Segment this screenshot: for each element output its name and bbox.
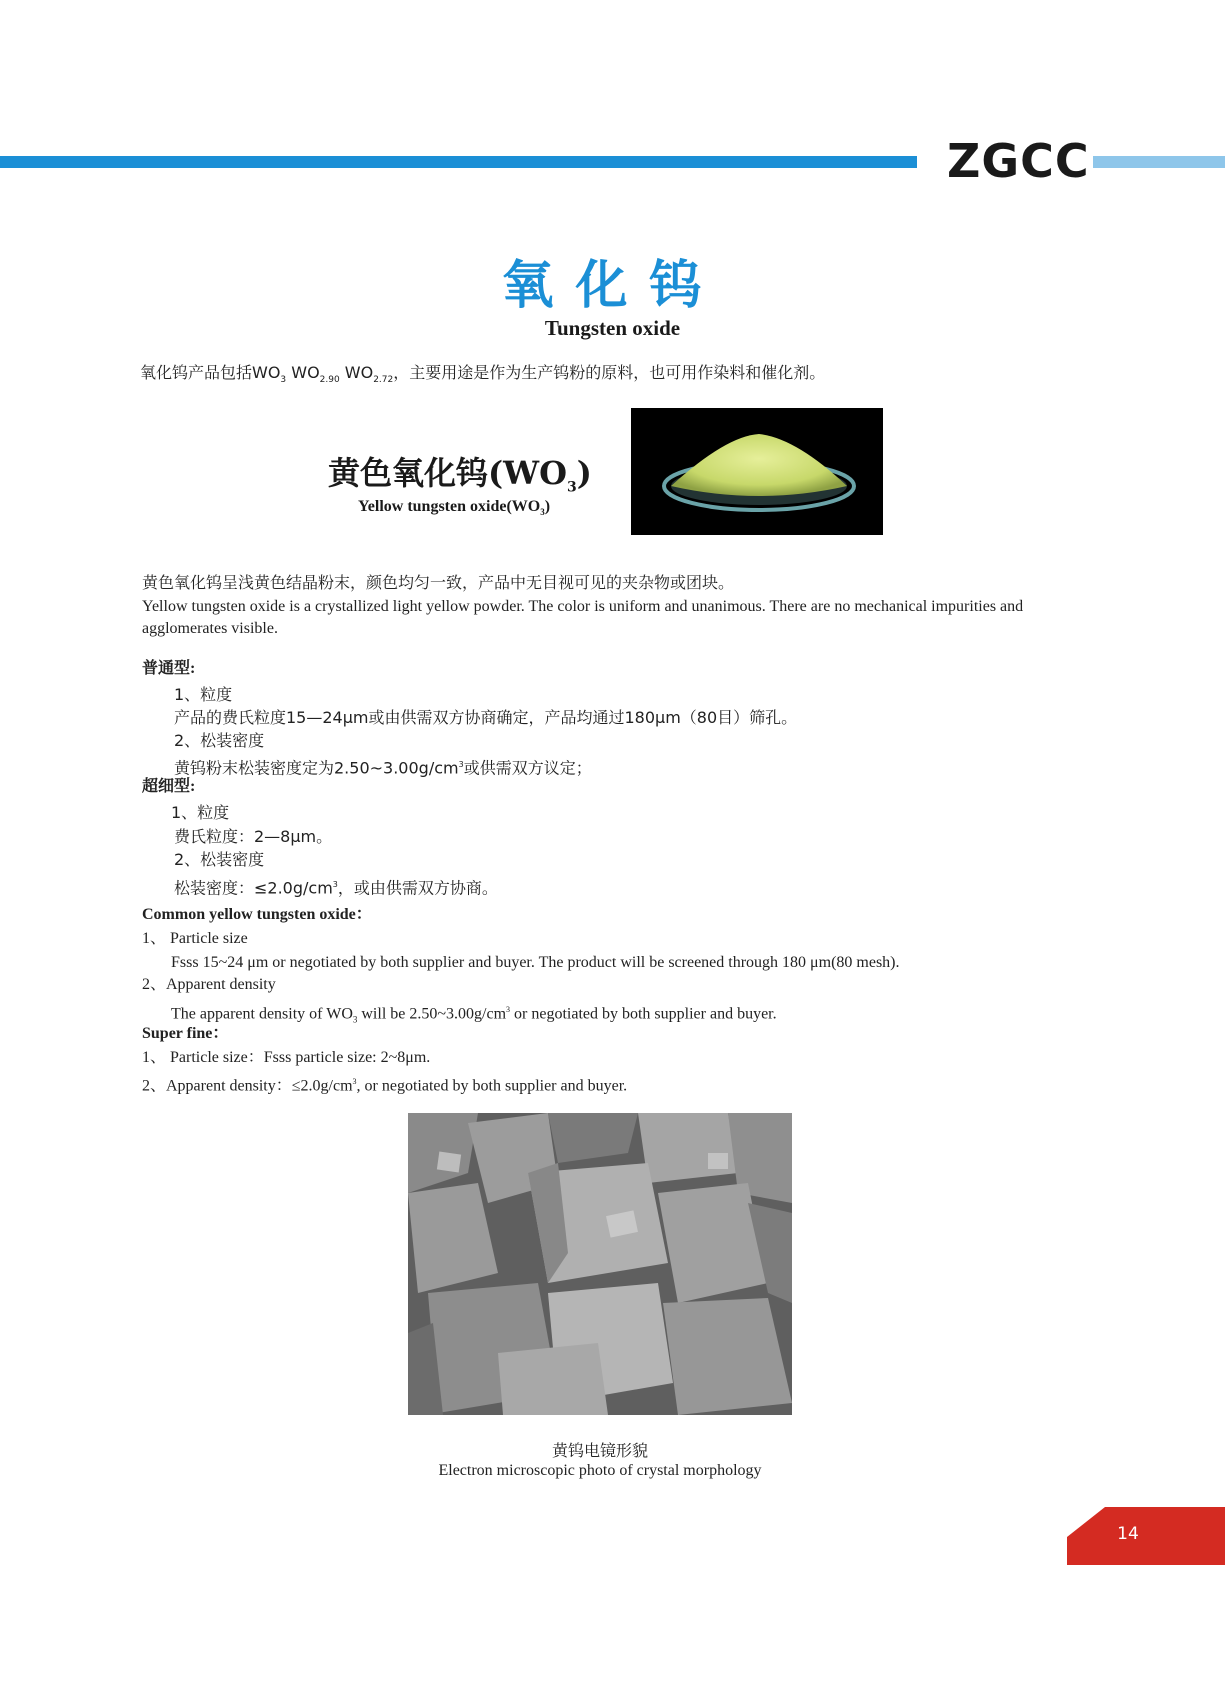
spec-en-common-item2-text: The apparent density of $WO_3$ will be $2.50\sim 3.00g/cm^3$ or negotiated by both supplier and buyer.	[171, 1005, 777, 1025]
spec-cn-common-item1: 1、粒度	[174, 685, 233, 704]
spec-cn-fine-item2-text: 松装密度：$\le 2.0g/cm^3$，或由供需双方协商。	[174, 878, 498, 898]
spec-cn-common-item2: 2、松装密度	[174, 731, 265, 750]
spec-en-common-item1: 1、 Particle size	[142, 930, 248, 947]
spec-en-fine-item2: 2、Apparent density：$\le 2.0g/cm^3$, or negotiated by both supplier and buyer.	[142, 1077, 628, 1095]
spec-en-common-heading: Common yellow tungsten oxide：	[142, 906, 372, 923]
spec-cn-fine-heading: 超细型:	[142, 778, 196, 795]
spec-en-common-item1-text: Fsss 15~24 μm or negotiated by both supplier and buyer. The product will be screened through 180 μm(80 mesh).	[171, 954, 900, 971]
powder-photo	[631, 408, 883, 535]
spec-cn-fine-item2: 2、松装密度	[174, 850, 265, 869]
description-en-line1: Yellow tungsten oxide is a crystallized light yellow powder. The color is uniform and unanimous. There are no mechanical impurities and	[142, 598, 1024, 615]
description-en-line2: agglomerates visible.	[142, 620, 278, 637]
spec-en-common-item2: 2、Apparent density	[142, 976, 276, 993]
spec-cn-common-heading: 普通型:	[142, 660, 196, 677]
page-title: 氧化钨	[501, 255, 724, 316]
sem-photo	[408, 1113, 792, 1415]
header-bar-left	[0, 156, 917, 168]
spec-cn-common-item1-text: 产品的费氏粒度15—24μm或由供需双方协商确定，产品均通过180μm（80目）筛孔。	[174, 708, 798, 727]
spec-en-fine-item1: 1、 Particle size：Fsss particle size: 2~8μm.	[142, 1049, 431, 1066]
spec-cn-common-item2-text: 黄钨粉末松装密度定为$2.50\sim 3.00g/cm^3$或供需双方议定；	[174, 758, 592, 778]
sem-caption-en: Electron microscopic photo of crystal morphology	[438, 1462, 762, 1479]
product-title: 黄色氧化钨$(WO_3)$	[328, 454, 592, 496]
intro-text: 氧化钨产品包括$WO_3$ $WO_{2.90}$ $WO_{2.72}$，主要用途是作为生产钨粉的原料，也可用作染料和催化剂。	[140, 363, 826, 386]
header-bar-right	[1093, 156, 1225, 168]
spec-cn-fine-item1-text: 费氏粒度：2—8μm。	[174, 827, 333, 846]
page-subtitle: Tungsten oxide	[544, 316, 681, 340]
brand-logo: ZGCC	[947, 134, 1090, 188]
page-number: 14	[1117, 1524, 1139, 1544]
sem-caption-cn: 黄钨电镜形貌	[551, 1441, 648, 1460]
spec-cn-fine-item1: 1、粒度	[171, 803, 230, 822]
spec-en-fine-heading: Super fine：	[142, 1025, 229, 1042]
product-subtitle: Yellow tungsten $oxide(WO_3)$	[358, 498, 551, 518]
description-cn: 黄色氧化钨呈浅黄色结晶粉末，颜色均匀一致，产品中无目视可见的夹杂物或团块。	[142, 573, 735, 592]
